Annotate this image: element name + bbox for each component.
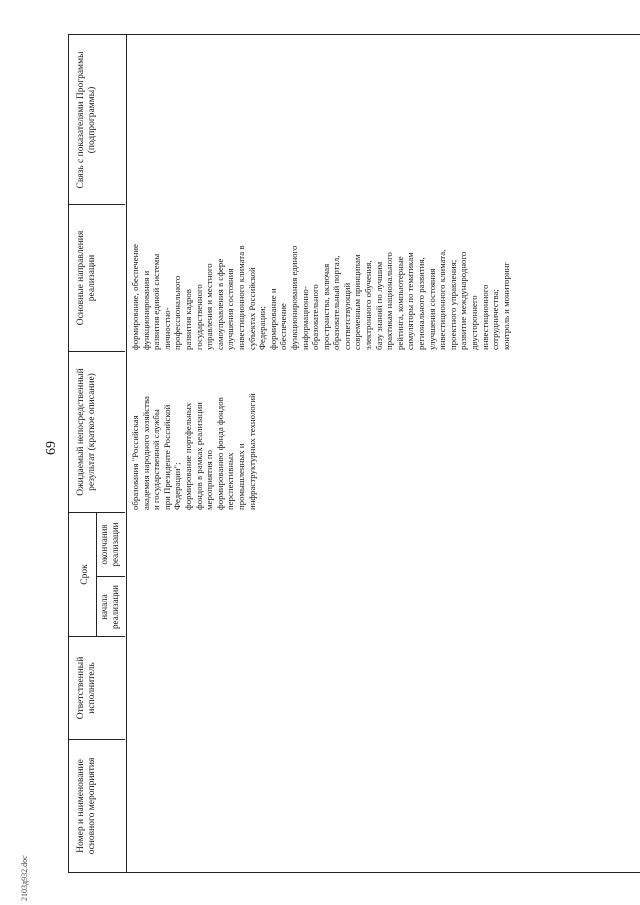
column-divider bbox=[68, 872, 640, 873]
header-expected-result: Ожидаемый непосредственный результат (краткое описание) bbox=[76, 368, 97, 496]
header-main-directions: Основные направления реализации bbox=[76, 230, 97, 326]
header-number-and-name: Номер и наименование основного мероприятия bbox=[76, 757, 97, 855]
expected-result-text: образования "Российская академия народного хозяйства и государственной службы при Президенте Российской Федерации"; формирование портфельных фондов в рамках реализации мероприятия по формированию фонда фондов перспективных промышленных и инфраструктурных технологий bbox=[130, 393, 257, 510]
page-number: 69 bbox=[44, 441, 59, 455]
header-term-start: начала реализации bbox=[99, 585, 120, 629]
column-divider bbox=[68, 34, 640, 35]
header-responsible: Ответственный исполнитель bbox=[76, 656, 97, 720]
term-header-divider bbox=[96, 513, 97, 637]
column-divider bbox=[68, 351, 125, 352]
column-divider bbox=[68, 739, 125, 740]
header-term: Срок bbox=[80, 564, 90, 585]
main-directions-text: формирование, обеспечение функционирования и развития единой системы личностно- профессионального развития кадров государственного управления и местного самоуправления в сфере улучшения состояния инвестиционного климата в субъектах Российской Федерации; формирование и обеспечение функционирования единого информационно- образовательного пространства, включая образовательный портал, соответствующий современным принципам электронного обучения, базу знаний по лучшим практикам национального рейтинга, компьютерные симуляторы по тематикам регионального развития, улучшения состояния инвестиционного климата, проектного управления; развитие международного двустороннего инвестиционного сотрудничества; контроль и мониторинг bbox=[130, 244, 511, 350]
header-term-end: окончания реализации bbox=[99, 522, 120, 567]
header-link-indicators: Связь с показателями Программы (подпрограммы) bbox=[76, 51, 97, 189]
document-file-code: 2103д932.doc bbox=[20, 855, 29, 901]
column-divider bbox=[68, 204, 125, 205]
